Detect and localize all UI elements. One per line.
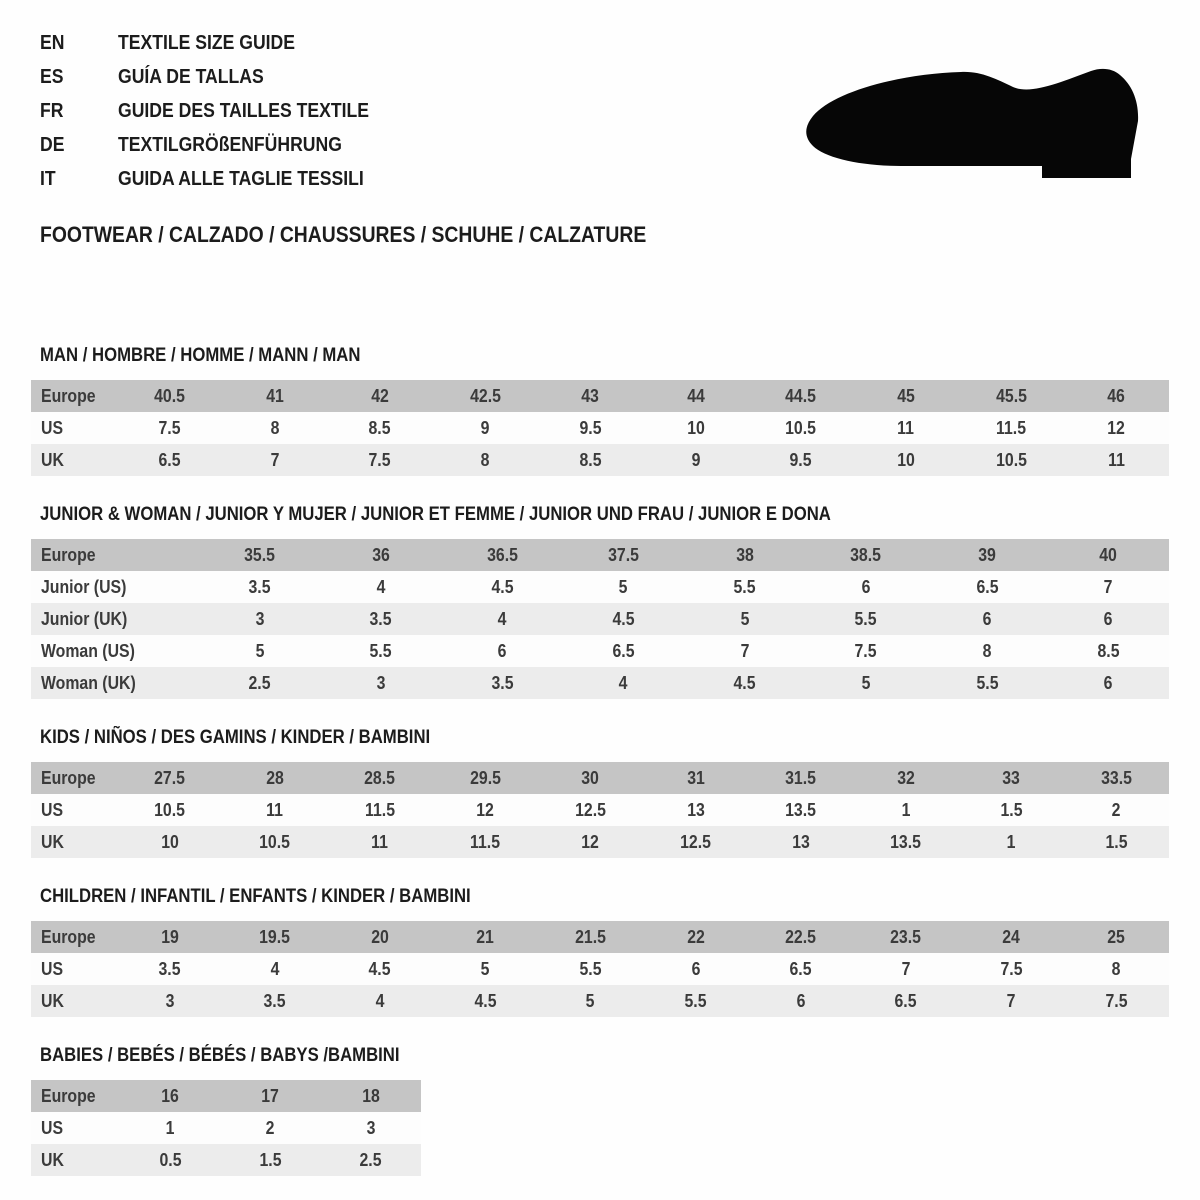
size-cell: 0.5 (159, 1149, 182, 1170)
size-cell: 22.5 (785, 926, 817, 947)
size-cell: 7.5 (854, 640, 877, 661)
size-cell: 45.5 (995, 385, 1027, 406)
size-cell: 7 (270, 449, 280, 470)
size-cell: 10.5 (785, 417, 817, 438)
size-cell: 6 (796, 990, 806, 1011)
size-cell: 6 (497, 640, 507, 661)
size-cell: 2.5 (359, 1149, 382, 1170)
size-cell: 11.5 (996, 417, 1027, 438)
size-cell: 11 (897, 417, 915, 438)
size-row (31, 953, 1169, 985)
size-row (31, 794, 1169, 826)
section-title: CHILDREN / INFANTIL / ENFANTS / KINDER / BAMBINI (40, 886, 471, 907)
size-table-babies (31, 1080, 421, 1176)
size-cell: 9.5 (579, 417, 602, 438)
row-label: Europe (41, 926, 96, 947)
size-cell: 11.5 (470, 831, 501, 852)
size-cell: 35.5 (244, 544, 276, 565)
size-cell: 21.5 (574, 926, 606, 947)
size-cell: 8 (1111, 958, 1121, 979)
size-cell: 8.5 (368, 417, 391, 438)
size-cell: 21 (476, 926, 494, 947)
row-label: Junior (UK) (41, 608, 128, 629)
row-label: Europe (41, 767, 96, 788)
size-cell: 7 (1103, 576, 1113, 597)
size-row (31, 412, 1169, 444)
size-cell: 38 (735, 544, 754, 565)
size-cell: 33.5 (1100, 767, 1132, 788)
section-title: JUNIOR & WOMAN / JUNIOR Y MUJER / JUNIOR ET FEMME / JUNIOR UND FRAU / JUNIOR E DONA (40, 504, 831, 525)
size-cell: 4.5 (491, 576, 514, 597)
size-row (31, 571, 1169, 603)
language-code: FR (40, 99, 64, 122)
size-cell: 30 (581, 767, 600, 788)
size-cell: 6.5 (789, 958, 812, 979)
size-cell: 33 (1002, 767, 1020, 788)
size-cell: 5.5 (369, 640, 392, 661)
size-cell: 13.5 (890, 831, 922, 852)
size-cell: 8 (480, 449, 490, 470)
size-cell: 37.5 (607, 544, 639, 565)
shoe-icon (803, 66, 1140, 184)
size-cell: 1 (165, 1117, 175, 1138)
size-cell: 3.5 (491, 672, 514, 693)
size-cell: 8.5 (579, 449, 602, 470)
size-header-row (31, 1080, 421, 1112)
size-cell: 2 (266, 1117, 275, 1138)
size-row (31, 667, 1169, 699)
size-cell: 38.5 (850, 544, 882, 565)
section-kids (31, 726, 1169, 858)
size-table-kids (31, 762, 1169, 858)
size-cell: 3 (376, 672, 386, 693)
size-cell: 3.5 (263, 990, 286, 1011)
size-cell: 5 (618, 576, 628, 597)
size-cell: 31 (686, 767, 705, 788)
size-cell: 12 (476, 799, 494, 820)
size-cell: 7.5 (158, 417, 181, 438)
size-row (31, 603, 1169, 635)
size-cell: 13 (686, 799, 705, 820)
size-cell: 42 (371, 385, 389, 406)
language-label: GUÍA DE TALLAS (118, 65, 264, 88)
size-cell: 6 (982, 608, 992, 629)
size-cell: 5.5 (684, 990, 707, 1011)
category-line: FOOTWEAR / CALZADO / CHAUSSURES / SCHUHE / CALZATURE (40, 222, 647, 247)
size-cell: 4 (497, 608, 507, 629)
size-cell: 6.5 (612, 640, 635, 661)
row-label: Junior (US) (41, 576, 127, 597)
size-header-row (31, 380, 1169, 412)
size-cell: 4.5 (733, 672, 756, 693)
size-cell: 1.5 (1000, 799, 1023, 820)
size-cell: 2.5 (248, 672, 271, 693)
size-cell: 7 (1006, 990, 1016, 1011)
row-label: Woman (UK) (41, 672, 136, 693)
size-cell: 4.5 (368, 958, 391, 979)
row-label: Europe (41, 1085, 96, 1106)
size-table-children (31, 921, 1169, 1017)
size-cell: 9 (480, 417, 490, 438)
size-cell: 6.5 (976, 576, 999, 597)
language-row-en (40, 26, 1200, 60)
size-cell: 22 (686, 926, 705, 947)
size-cell: 12 (581, 831, 600, 852)
section-title: MAN / HOMBRE / HOMME / MANN / MAN (40, 345, 361, 366)
row-label: US (41, 1117, 64, 1138)
size-cell: 31.5 (785, 767, 817, 788)
section-man (31, 344, 1169, 476)
size-cell: 24 (1002, 926, 1020, 947)
size-cell: 6 (1103, 672, 1113, 693)
row-label: US (41, 958, 64, 979)
size-cell: 1 (1006, 831, 1016, 852)
size-cell: 5.5 (976, 672, 999, 693)
size-cell: 12.5 (574, 799, 606, 820)
size-cell: 4 (375, 990, 385, 1011)
size-cell: 4.5 (612, 608, 635, 629)
size-cell: 19.5 (259, 926, 291, 947)
size-cell: 40 (1099, 544, 1118, 565)
row-label: UK (41, 1149, 64, 1170)
row-label: UK (41, 449, 64, 470)
size-cell: 46 (1107, 385, 1126, 406)
size-cell: 7 (740, 640, 750, 661)
language-label: TEXTILE SIZE GUIDE (118, 31, 296, 54)
size-cell: 11 (371, 831, 389, 852)
section-junior-woman (31, 503, 1169, 699)
row-label: Europe (41, 385, 96, 406)
size-row (31, 444, 1169, 476)
size-cell: 4 (376, 576, 386, 597)
size-cell: 10.5 (154, 799, 186, 820)
size-cell: 28.5 (364, 767, 396, 788)
size-table-junior-woman (31, 539, 1169, 699)
row-label: UK (41, 990, 64, 1011)
size-cell: 1 (901, 799, 911, 820)
size-cell: 9.5 (789, 449, 812, 470)
size-cell: 6.5 (894, 990, 917, 1011)
size-cell: 7.5 (368, 449, 391, 470)
size-table-man (31, 380, 1169, 476)
size-cell: 6 (861, 576, 871, 597)
size-cell: 10.5 (259, 831, 291, 852)
size-cell: 5 (480, 958, 490, 979)
language-code: IT (40, 167, 56, 190)
size-cell: 5.5 (854, 608, 877, 629)
size-cell: 1.5 (259, 1149, 282, 1170)
size-row (31, 1144, 421, 1176)
section-title: KIDS / NIÑOS / DES GAMINS / KINDER / BAMBINI (40, 727, 431, 748)
size-row (31, 635, 1169, 667)
size-cell: 28 (265, 767, 284, 788)
size-cell: 13.5 (785, 799, 817, 820)
size-cell: 45 (897, 385, 915, 406)
section-title: BABIES / BEBÉS / BÉBÉS / BABYS /BAMBINI (40, 1045, 400, 1066)
size-cell: 10.5 (995, 449, 1027, 470)
size-cell: 8 (982, 640, 992, 661)
size-cell: 11 (1107, 449, 1125, 470)
size-cell: 18 (362, 1085, 380, 1106)
language-code: ES (40, 65, 64, 88)
size-cell: 8 (270, 417, 280, 438)
size-cell: 3 (255, 608, 265, 629)
size-cell: 3.5 (158, 958, 181, 979)
size-cell: 16 (161, 1085, 179, 1106)
size-cell: 13 (791, 831, 810, 852)
size-cell: 5.5 (733, 576, 756, 597)
size-cell: 36.5 (486, 544, 518, 565)
row-label: US (41, 417, 64, 438)
size-cell: 7.5 (1000, 958, 1023, 979)
size-row (31, 985, 1169, 1017)
size-cell: 4 (270, 958, 280, 979)
row-label: Woman (US) (41, 640, 135, 661)
size-header-row (31, 921, 1169, 953)
size-cell: 3.5 (248, 576, 271, 597)
size-cell: 5.5 (579, 958, 602, 979)
size-cell: 8.5 (1097, 640, 1120, 661)
size-cell: 12 (1107, 417, 1126, 438)
size-cell: 6.5 (158, 449, 181, 470)
language-label: GUIDA ALLE TAGLIE TESSILI (118, 167, 364, 190)
section-babies (31, 1044, 1169, 1176)
size-row (31, 1112, 421, 1144)
size-cell: 4 (618, 672, 628, 693)
size-cell: 27.5 (154, 767, 186, 788)
size-cell: 3 (165, 990, 174, 1011)
size-cell: 19 (160, 926, 179, 947)
size-cell: 43 (581, 385, 600, 406)
row-label: US (41, 799, 64, 820)
size-cell: 3.5 (369, 608, 392, 629)
row-label: Europe (41, 544, 96, 565)
size-cell: 40.5 (154, 385, 186, 406)
size-cell: 5 (585, 990, 595, 1011)
size-cell: 4.5 (474, 990, 497, 1011)
size-cell: 9 (691, 449, 700, 470)
row-label: UK (41, 831, 64, 852)
size-cell: 7.5 (1105, 990, 1128, 1011)
size-cell: 42.5 (469, 385, 501, 406)
language-label: GUIDE DES TAILLES TEXTILE (118, 99, 369, 122)
size-cell: 10 (160, 831, 179, 852)
size-cell: 5 (255, 640, 265, 661)
size-cell: 1.5 (1105, 831, 1128, 852)
size-cell: 6 (1103, 608, 1113, 629)
size-cell: 44.5 (785, 385, 817, 406)
size-cell: 11.5 (364, 799, 395, 820)
size-cell: 10 (897, 449, 915, 470)
size-cell: 17 (261, 1085, 280, 1106)
size-cell: 36 (372, 544, 390, 565)
size-row (31, 826, 1169, 858)
size-cell: 5 (740, 608, 750, 629)
size-cell: 5 (861, 672, 871, 693)
size-cell: 12.5 (680, 831, 711, 852)
size-cell: 32 (897, 767, 915, 788)
size-cell: 39 (978, 544, 996, 565)
size-cell: 10 (686, 417, 705, 438)
size-cell: 11 (266, 799, 284, 820)
size-cell: 29.5 (469, 767, 501, 788)
size-cell: 3 (366, 1117, 376, 1138)
language-code: DE (40, 133, 65, 156)
size-cell: 7 (901, 958, 911, 979)
size-cell: 25 (1107, 926, 1126, 947)
size-cell: 6 (691, 958, 700, 979)
size-cell: 41 (265, 385, 284, 406)
size-header-row (31, 762, 1169, 794)
size-cell: 23.5 (890, 926, 922, 947)
size-cell: 20 (371, 926, 389, 947)
language-code: EN (40, 31, 65, 54)
section-children (31, 885, 1169, 1017)
size-cell: 2 (1111, 799, 1121, 820)
size-header-row (31, 539, 1169, 571)
size-cell: 44 (686, 385, 705, 406)
language-label: TEXTILGRÖßENFÜHRUNG (118, 133, 342, 156)
